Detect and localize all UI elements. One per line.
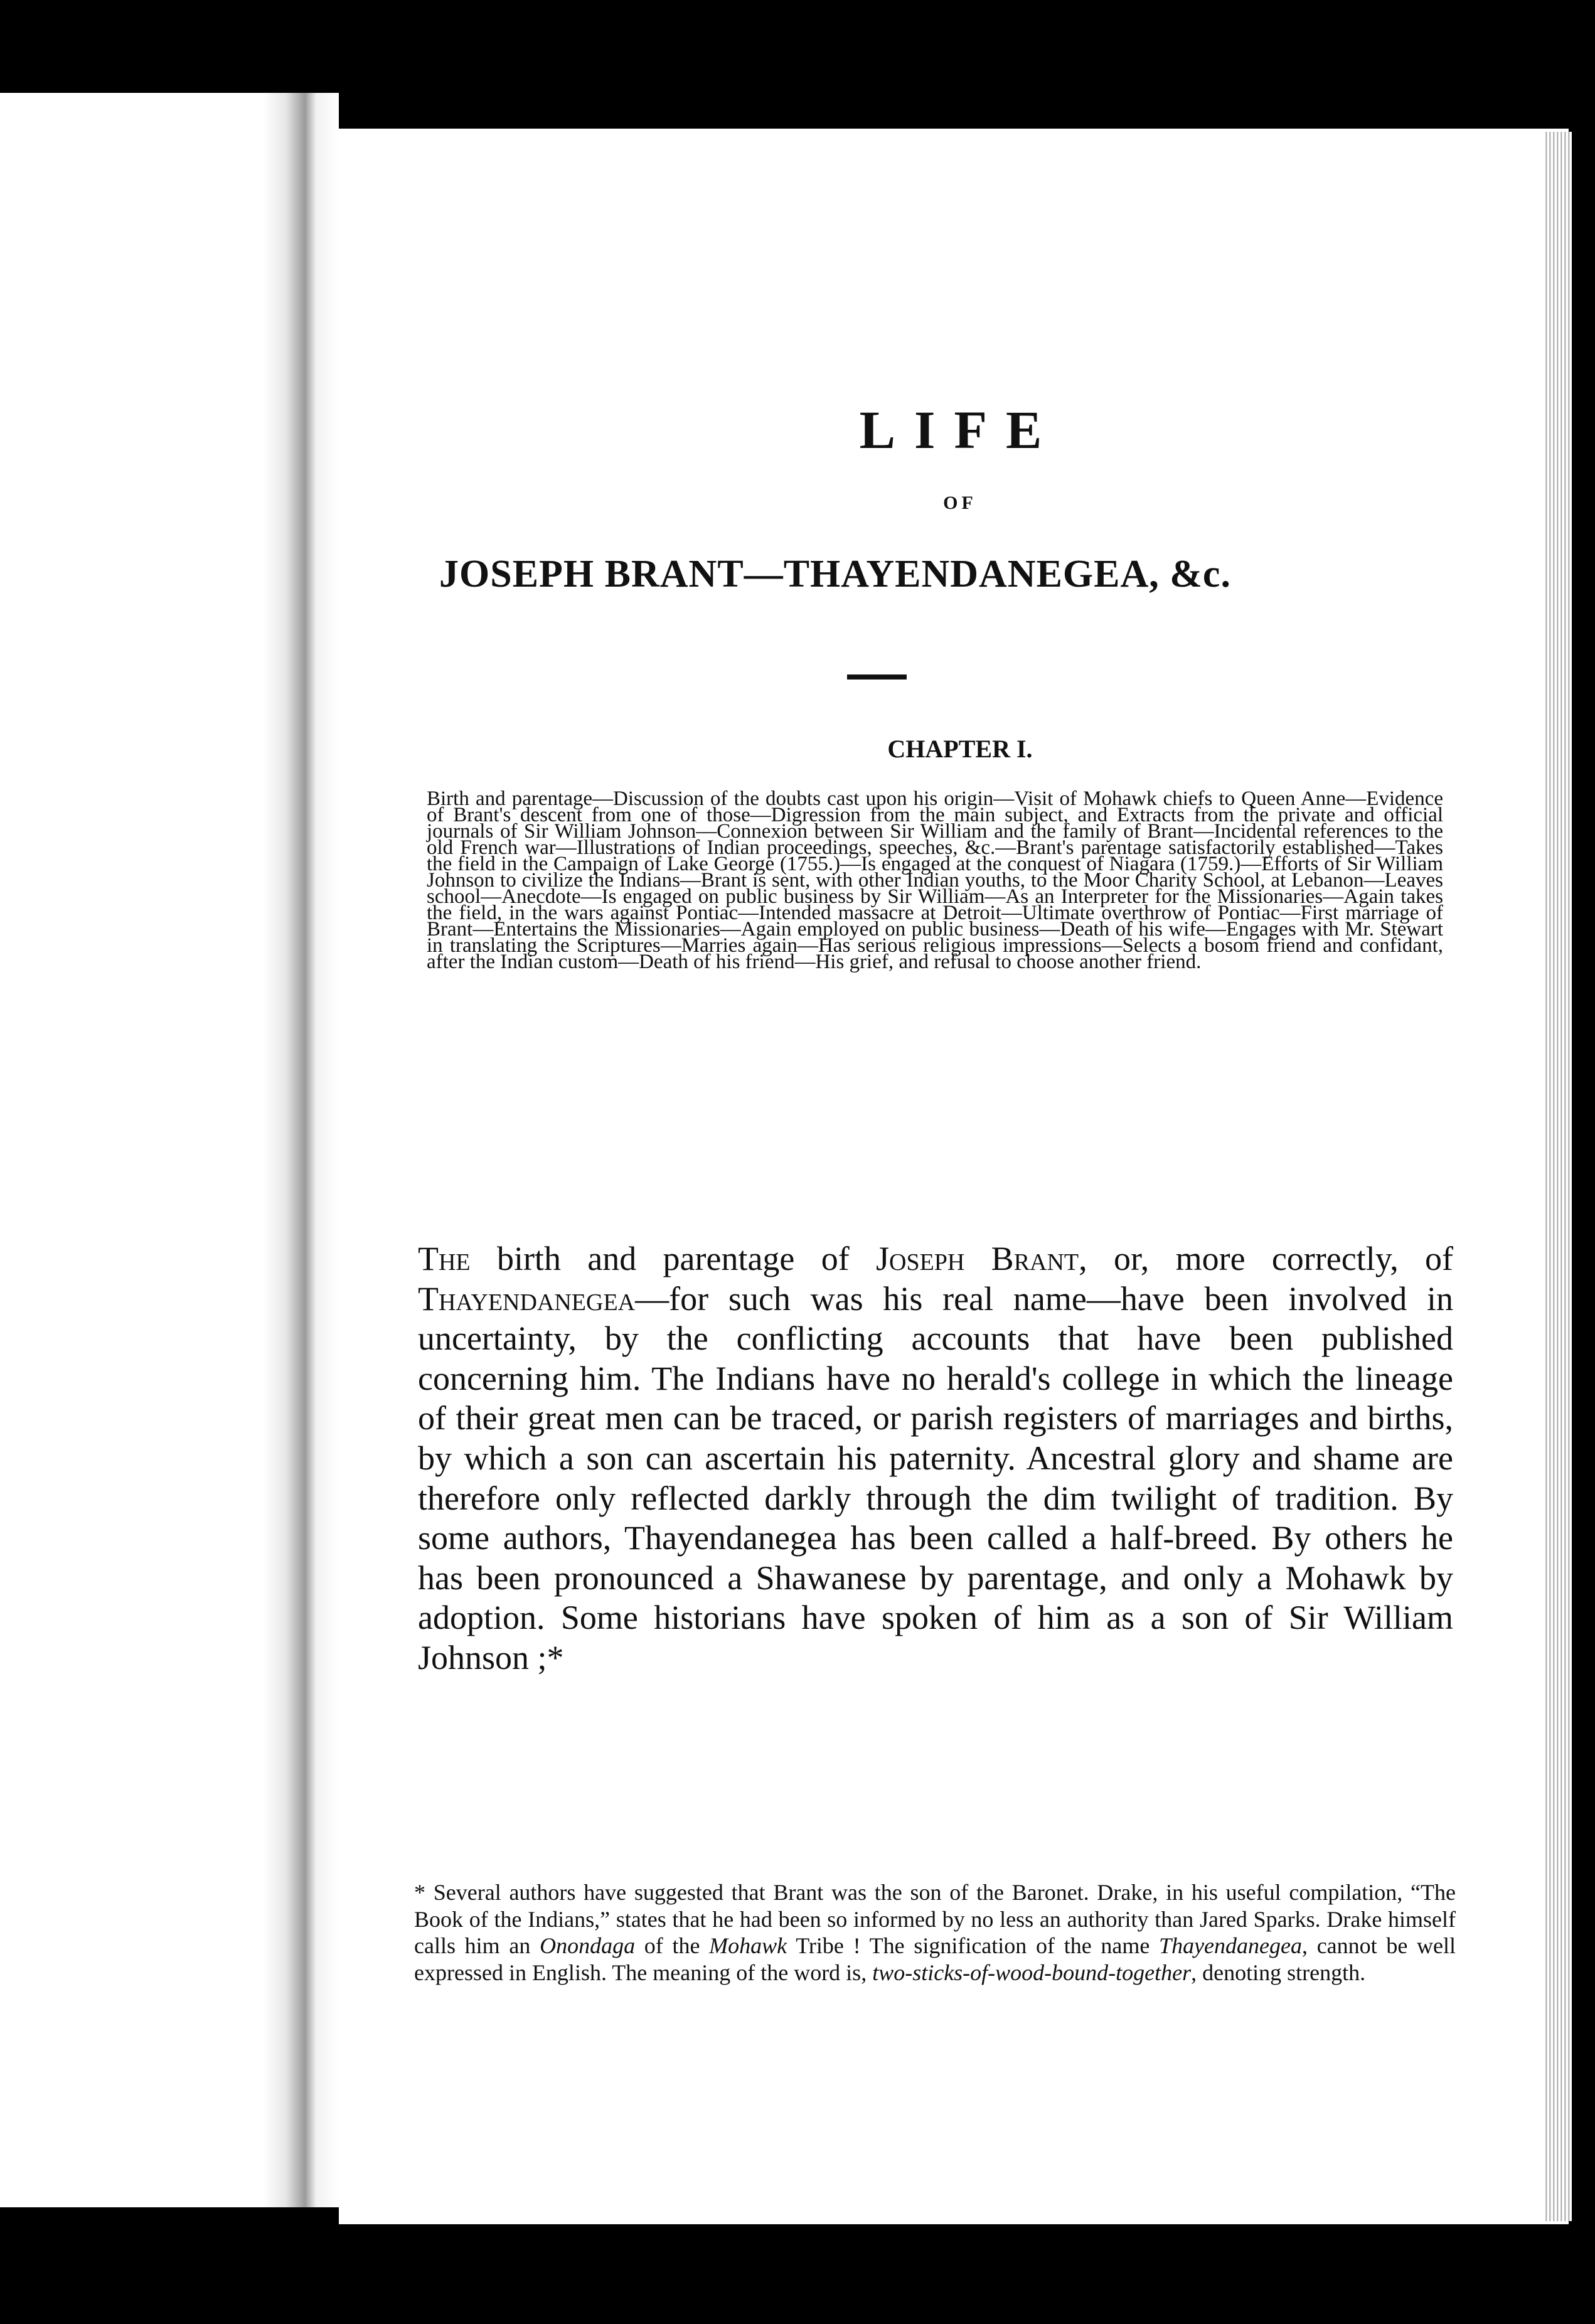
left-facing-page <box>0 93 295 2207</box>
footnote <box>414 1879 1456 1986</box>
footnote-text: Tribe ! The signification of the name <box>787 1933 1160 1958</box>
book-gutter <box>264 93 339 2207</box>
decorative-rule <box>847 674 907 680</box>
lead-word: The <box>418 1240 471 1277</box>
body-text-part: —for such was his real name—have been involved in uncertainty, by the conflicting accounts that have been published concerning him. The Indians have no herald's college in which the lineage of their great men can be traced, or parish registers of marriages and births, by which a son can ascertain his paternity. Ancestral glory and shame are therefore only reflected darkly through the dim twilight of tradition. By some authors, Thayendanegea has been called a half-breed. By others he has been pronounced a Shawanese by parentage, and only a Mohawk by adoption. Some historians have spoken of him as a son of Sir William Johnson ;* <box>418 1279 1453 1676</box>
page-title: LIFE <box>859 400 1061 460</box>
name-joseph-brant: Joseph Brant <box>875 1240 1079 1277</box>
footnote-italic: Thayendanegea <box>1159 1933 1302 1958</box>
book-page <box>339 129 1569 2224</box>
footnote-text: , denoting strength. <box>1191 1959 1366 1985</box>
footnote-text: , cannot be well expressed in English. The meaning of the word is, <box>414 1933 1456 1985</box>
name-thayendanegea: Thayendanegea <box>418 1279 636 1318</box>
page-subtitle: JOSEPH BRANT—THAYENDANEGEA, &c. <box>439 553 1231 595</box>
page-edge-stack <box>1544 132 1572 2221</box>
title-connector: OF <box>943 493 977 513</box>
footnote-text: of the <box>635 1933 710 1958</box>
footnote-italic: Mohawk <box>709 1933 787 1958</box>
body-text-part: birth and parentage of <box>470 1240 876 1277</box>
footnote-text: * Several authors have suggested that Brant was the son of the Baronet. Drake, in his useful compilation, “The Book of the Indians,” states that he had been so informed by no less an authority than Jared Sparks. Drake himself calls him an <box>414 1880 1456 1958</box>
chapter-heading: CHAPTER I. <box>887 735 1033 763</box>
body-paragraph <box>418 1239 1453 1678</box>
body-text-part: , or, more correctly, of <box>1079 1240 1454 1277</box>
chapter-synopsis: Birth and parentage—Discussion of the doubts cast upon his origin—Visit of Mohawk chiefs to Queen Anne—Evidence of Brant's descent from one of those—Digression from the main subject, and Extracts from the private and official journals of Sir William Johnson—Connexion between Sir William and the family of Brant—Incidental references to the old French war—Illustrations of Indian proceedings, speeches, &c.—Brant's parentage satisfactorily established—Takes the field in the Campaign of Lake George (1755.)—Is engaged at the conquest of Niagara (1759.)—Efforts of Sir William Johnson to civilize the Indians—Brant is sent, with other Indian youths, to the Moor Charity School, at Lebanon—Leaves school—Anecdote—Is engaged on public business by Sir William—As an Interpreter for the Missionaries—Again takes the field, in the wars against Pontiac—Intended massacre at Detroit—Ultimate overthrow of Pontiac—First marriage of Brant—Entertains the Missionaries—Again employed on public business—Death of his wife—Engages with Mr. Stewart in translating the Scriptures—Marries again—Has serious religious impressions—Selects a bosom friend and confidant, after the Indian custom—Death of his friend—His grief, and refusal to choose another friend. <box>427 787 1443 973</box>
footnote-italic: Onondaga <box>540 1933 636 1958</box>
footnote-italic: two-sticks-of-wood-bound-together <box>872 1959 1192 1985</box>
